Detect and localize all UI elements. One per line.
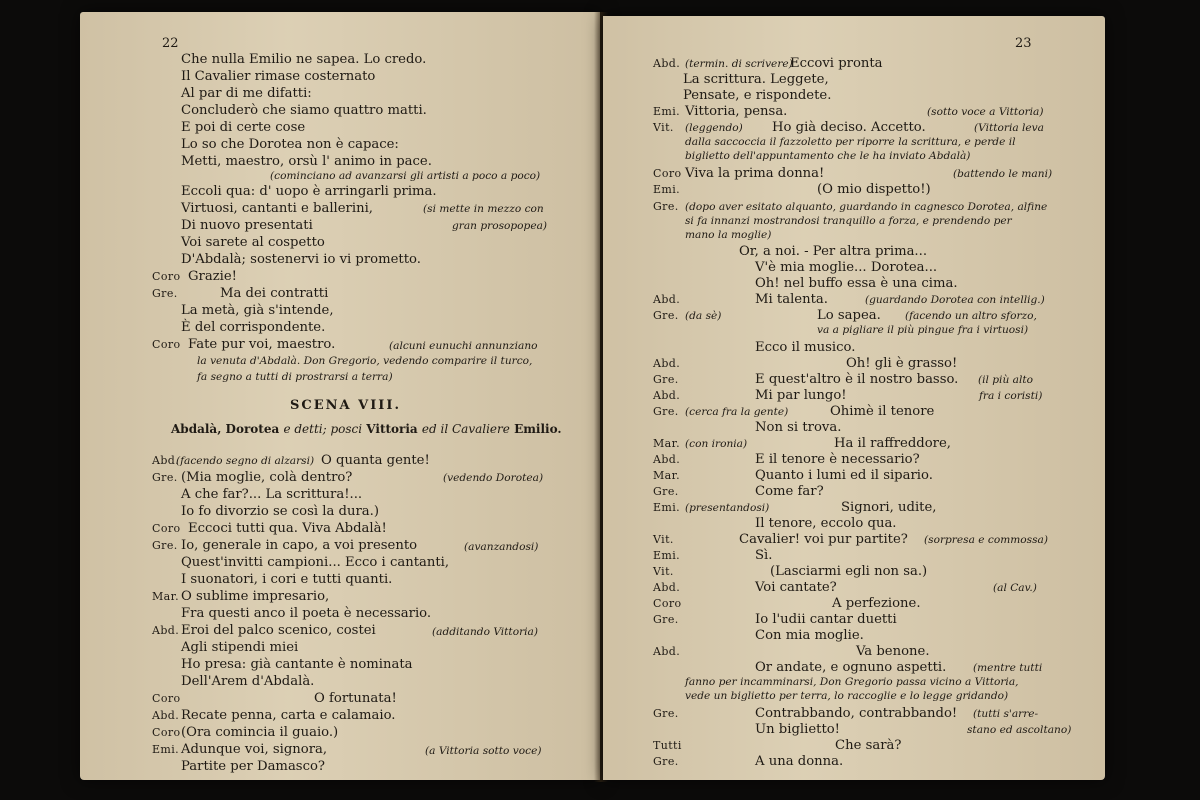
verse-line: (Mia moglie, colà dentro? bbox=[181, 470, 353, 485]
verse-line: Eccoli qua: d' uopo è arringarli prima. bbox=[181, 184, 437, 199]
verse-line: Va benone. bbox=[856, 644, 930, 659]
verse-line: Concluderò che siamo quattro matti. bbox=[181, 103, 427, 118]
speaker-label: Mar. bbox=[152, 590, 179, 603]
stage-direction: la venuta d'Abdalà. Don Gregorio, vedendo comparire il turco, bbox=[197, 355, 533, 367]
verse-line: I suonatori, i cori e tutti quanti. bbox=[181, 572, 393, 587]
speaker-label: Abd. bbox=[653, 389, 681, 402]
speaker-label: Gre. bbox=[152, 287, 178, 300]
verse-line: Un biglietto! bbox=[755, 722, 840, 737]
stage-direction: (facendo segno di alzarsi) bbox=[176, 455, 315, 467]
verse-line: Adunque voi, signora, bbox=[181, 742, 328, 757]
speaker-label: Abd. bbox=[152, 709, 180, 722]
stage-direction: (mentre tutti bbox=[973, 662, 1043, 674]
speaker-label: Gre. bbox=[653, 755, 679, 768]
verse-line: Mi par lungo! bbox=[755, 388, 847, 403]
speaker-label: Mar. bbox=[653, 437, 680, 450]
verse-line: Eccoci tutti qua. Viva Abdalà! bbox=[188, 521, 387, 536]
speaker-label: Coro bbox=[152, 726, 181, 739]
speaker-label: Abd. bbox=[152, 454, 180, 467]
speaker-label: Gre. bbox=[152, 539, 178, 552]
verse-line: E poi di certe cose bbox=[181, 120, 306, 135]
verse-line: La scrittura. Leggete, bbox=[683, 72, 829, 87]
speaker-label: Abd. bbox=[653, 293, 681, 306]
verse-line: A una donna. bbox=[755, 754, 844, 769]
stage-direction: (guardando Dorotea con intellig.) bbox=[865, 294, 1045, 306]
speaker-label: Coro bbox=[653, 167, 682, 180]
verse-line: Il Cavalier rimase costernato bbox=[181, 69, 376, 84]
verse-line: Metti, maestro, orsù l' animo in pace. bbox=[181, 154, 432, 169]
stage-direction: (cominciano ad avanzarsi gli artisti a poco a poco) bbox=[270, 170, 541, 182]
page-number: 22 bbox=[162, 36, 179, 51]
verse-line: (Lasciarmi egli non sa.) bbox=[770, 564, 928, 579]
speaker-label: Mar. bbox=[653, 469, 680, 482]
stage-direction: (avanzandosi) bbox=[464, 541, 539, 553]
speaker-label: Gre. bbox=[653, 707, 679, 720]
verse-line: Oh! nel buffo essa è una cima. bbox=[755, 276, 958, 291]
stage-direction: (battendo le mani) bbox=[953, 168, 1053, 180]
stage-direction: (Vittoria leva bbox=[974, 122, 1044, 134]
verse-line: (Ora comincia il guaio.) bbox=[181, 725, 339, 740]
verse-line: Ho già deciso. Accetto. bbox=[772, 120, 926, 135]
verse-line: Ecco il musico. bbox=[755, 340, 856, 355]
speaker-label: Gre. bbox=[653, 405, 679, 418]
verse-line: Ohimè il tenore bbox=[830, 404, 935, 419]
speaker-label: Gre. bbox=[653, 613, 679, 626]
verse-line: Partite per Damasco? bbox=[181, 759, 325, 774]
speaker-label: Gre. bbox=[653, 200, 679, 213]
verse-line: E quest'altro è il nostro basso. bbox=[755, 372, 959, 387]
verse-line: O sublime impresario, bbox=[181, 589, 330, 604]
verse-line: Il tenore, eccolo qua. bbox=[755, 516, 897, 531]
verse-line: Fate pur voi, maestro. bbox=[188, 337, 336, 352]
left-page bbox=[80, 12, 600, 780]
verse-line: Dell'Arem d'Abdalà. bbox=[181, 674, 315, 689]
verse-line: Ho presa: già cantante è nominata bbox=[181, 657, 413, 672]
verse-line: Signori, udite, bbox=[841, 500, 937, 515]
verse-line: Grazie! bbox=[188, 269, 237, 284]
stage-direction: (da sè) bbox=[685, 310, 722, 322]
verse-line: Contrabbando, contrabbando! bbox=[755, 706, 958, 721]
stage-direction: si fa innanzi mostrandosi tranquillo a forza, e prendendo per bbox=[685, 215, 1012, 227]
speaker-label: Coro bbox=[653, 597, 682, 610]
verse-line: Cavalier! voi pur partite? bbox=[739, 532, 908, 547]
verse-line: Di nuovo presentati bbox=[181, 218, 313, 233]
speaker-label: Emi. bbox=[653, 501, 681, 514]
speaker-label: Abd. bbox=[152, 624, 180, 637]
stage-direction: (dopo aver esitato alquanto, guardando in cagnesco Dorotea, alfine bbox=[685, 201, 1048, 213]
stage-direction: (vedendo Dorotea) bbox=[443, 472, 544, 484]
verse-line: È del corrispondente. bbox=[181, 320, 326, 335]
verse-line: E il tenore è necessario? bbox=[755, 452, 920, 467]
verse-line: A perfezione. bbox=[832, 596, 921, 611]
verse-line: Quanto i lumi ed il sipario. bbox=[755, 468, 933, 483]
stage-direction: fa segno a tutti di prostrarsi a terra) bbox=[197, 371, 393, 383]
stage-direction: (termin. di scrivere) bbox=[685, 58, 793, 70]
verse-line: Voi sarete al cospetto bbox=[181, 235, 325, 250]
stage-direction: (al Cav.) bbox=[993, 582, 1037, 594]
stage-direction: (cerca fra la gente) bbox=[685, 406, 789, 418]
stage-direction: (tutti s'arre- bbox=[973, 708, 1039, 720]
scene-cast: Abdalà, Dorotea e detti; posci Vittoria ed il Cavaliere Emilio. bbox=[171, 422, 562, 436]
stage-direction: gran prosopopea) bbox=[452, 220, 548, 232]
stage-direction: va a pigliare il più pingue fra i virtuosi) bbox=[817, 324, 1029, 336]
verse-line: D'Abdalà; sostenervi io vi prometto. bbox=[181, 252, 421, 267]
stage-direction: fra i coristi) bbox=[979, 390, 1043, 402]
verse-line: Oh! gli è grasso! bbox=[846, 356, 958, 371]
speaker-label: Abd. bbox=[653, 581, 681, 594]
verse-line: Lo sapea. bbox=[817, 308, 881, 323]
verse-line: Pensate, e rispondete. bbox=[683, 88, 832, 103]
verse-line: Or, a noi. - Per altra prima... bbox=[739, 244, 928, 259]
verse-line: Viva la prima donna! bbox=[685, 166, 825, 181]
verse-line: Ma dei contratti bbox=[220, 286, 329, 301]
speaker-label: Gre. bbox=[653, 485, 679, 498]
verse-line: Che nulla Emilio ne sapea. Lo credo. bbox=[181, 52, 427, 67]
speaker-label: Abd. bbox=[653, 357, 681, 370]
verse-line: Che sarà? bbox=[835, 738, 902, 753]
speaker-label: Coro bbox=[152, 338, 181, 351]
verse-line: V'è mia moglie... Dorotea... bbox=[755, 260, 938, 275]
speaker-label: Abd. bbox=[653, 453, 681, 466]
speaker-label: Coro bbox=[152, 270, 181, 283]
speaker-label: Abd. bbox=[653, 645, 681, 658]
speaker-label: Vit. bbox=[653, 565, 674, 578]
verse-line: Ha il raffreddore, bbox=[834, 436, 951, 451]
verse-line: Fra questi anco il poeta è necessario. bbox=[181, 606, 432, 621]
stage-direction: (presentandosi) bbox=[685, 502, 770, 514]
verse-line: Io fo divorzio se così la dura.) bbox=[181, 504, 379, 519]
verse-line: Lo so che Dorotea non è capace: bbox=[181, 137, 399, 152]
verse-line: Agli stipendi miei bbox=[181, 640, 299, 655]
speaker-label: Vit. bbox=[653, 121, 674, 134]
verse-line: Non si trova. bbox=[755, 420, 842, 435]
stage-direction: (il più alto bbox=[978, 374, 1033, 386]
speaker-label: Emi. bbox=[152, 743, 180, 756]
verse-line: Eroi del palco scenico, costei bbox=[181, 623, 376, 638]
verse-line: O quanta gente! bbox=[321, 453, 430, 468]
stage-direction: fanno per incamminarsi, Don Gregorio passa vicino a Vittoria, bbox=[685, 676, 1019, 688]
verse-line: Eccovi pronta bbox=[790, 56, 883, 71]
scene-title: SCENA VIII. bbox=[290, 398, 401, 413]
speaker-label: Emi. bbox=[653, 183, 681, 196]
stage-direction: (si mette in mezzo con bbox=[423, 203, 544, 215]
verse-line: (O mio dispetto!) bbox=[817, 182, 931, 197]
stage-direction: dalla saccoccia il fazzoletto per riporre la scrittura, e perde il bbox=[685, 136, 1016, 148]
verse-line: Io l'udii cantar duetti bbox=[755, 612, 897, 627]
verse-line: Recate penna, carta e calamaio. bbox=[181, 708, 396, 723]
stage-direction: (a Vittoria sotto voce) bbox=[425, 745, 542, 757]
verse-line: Or andate, e ognuno aspetti. bbox=[755, 660, 947, 675]
speaker-label: Coro bbox=[152, 692, 181, 705]
stage-direction: mano la moglie) bbox=[685, 229, 772, 241]
speaker-label: Gre. bbox=[653, 373, 679, 386]
verse-line: Sì. bbox=[755, 548, 773, 563]
right-page bbox=[603, 16, 1105, 780]
stage-direction: (con ironia) bbox=[685, 438, 748, 450]
verse-line: Con mia moglie. bbox=[755, 628, 864, 643]
verse-line: Quest'invitti campioni... Ecco i cantanti, bbox=[181, 555, 450, 570]
stage-direction: (sotto voce a Vittoria) bbox=[927, 106, 1044, 118]
speaker-label: Gre. bbox=[152, 471, 178, 484]
stage-direction: (additando Vittoria) bbox=[432, 626, 538, 638]
speaker-label: Vit. bbox=[653, 533, 674, 546]
stage-direction: stano ed ascoltano) bbox=[967, 724, 1072, 736]
verse-line: Virtuosi, cantanti e ballerini, bbox=[181, 201, 373, 216]
verse-line: Mi talenta. bbox=[755, 292, 828, 307]
speaker-label: Abd. bbox=[653, 57, 681, 70]
verse-line: Come far? bbox=[755, 484, 824, 499]
speaker-label: Emi. bbox=[653, 549, 681, 562]
verse-line: Al par di me difatti: bbox=[181, 86, 312, 101]
verse-line: La metà, già s'intende, bbox=[181, 303, 334, 318]
speaker-label: Gre. bbox=[653, 309, 679, 322]
verse-line: O fortunata! bbox=[314, 691, 397, 706]
speaker-label: Emi. bbox=[653, 105, 681, 118]
stage-direction: (facendo un altro sforzo, bbox=[905, 310, 1037, 322]
page-number: 23 bbox=[1015, 36, 1032, 51]
stage-direction: vede un biglietto per terra, lo raccoglie e lo legge gridando) bbox=[685, 690, 1009, 702]
stage-direction: biglietto dell'appuntamento che le ha inviato Abdalà) bbox=[685, 150, 971, 162]
stage-direction: (alcuni eunuchi annunziano bbox=[389, 340, 538, 352]
speaker-label: Coro bbox=[152, 522, 181, 535]
speaker-label: Tutti bbox=[653, 739, 682, 752]
verse-line: Vittoria, pensa. bbox=[685, 104, 788, 119]
verse-line: Io, generale in capo, a voi presento bbox=[181, 538, 418, 553]
verse-line: Voi cantate? bbox=[755, 580, 837, 595]
verse-line: A che far?... La scrittura!... bbox=[181, 487, 363, 502]
stage-direction: (leggendo) bbox=[685, 122, 743, 134]
stage-direction: (sorpresa e commossa) bbox=[924, 534, 1048, 546]
